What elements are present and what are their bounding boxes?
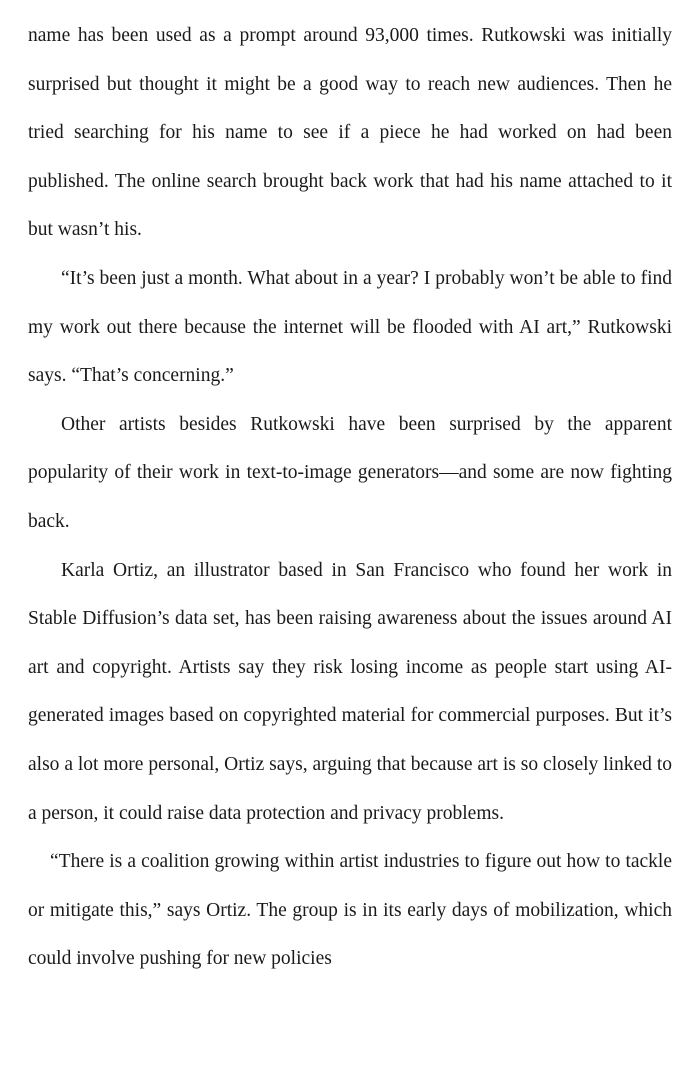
paragraph-2: “It’s been just a month. What about in a year? I probably won’t be able to find my work out there because the internet will be flooded with AI art,” Rutkowski says. “That’s concerning.” (28, 267, 672, 387)
paragraph-1: name has been used as a prompt around 93,000 times. Rutkowski was initially surprised but thought it might be a good way to reach new audiences. Then he tried searching for his name to see if a piece he had worked on had been published. The online search brought back work that had his name attached to it but wasn’t his. (28, 25, 672, 241)
paragraph-4: Karla Ortiz, an illustrator based in San Francisco who found her work in Stable Diffusion’s data set, has been raising awareness about the issues around AI art and copyright. Artists say they risk losing income as people start using AI-generated images based on copyrighted material for commercial purposes. But it’s also a lot more personal, Ortiz says, arguing that because art is so closely linked to a person, it could raise data protection and privacy problems. (28, 559, 672, 824)
paragraph-5: “There is a coalition growing within artist industries to figure out how to tackle or mitigate this,” says Ortiz. The group is in its early days of mobilization, which could involve pushing for new policies (28, 851, 672, 970)
paragraph-3: Other artists besides Rutkowski have been surprised by the apparent popularity of their work in text-to-image generators—and some are now fighting back. (28, 413, 672, 532)
